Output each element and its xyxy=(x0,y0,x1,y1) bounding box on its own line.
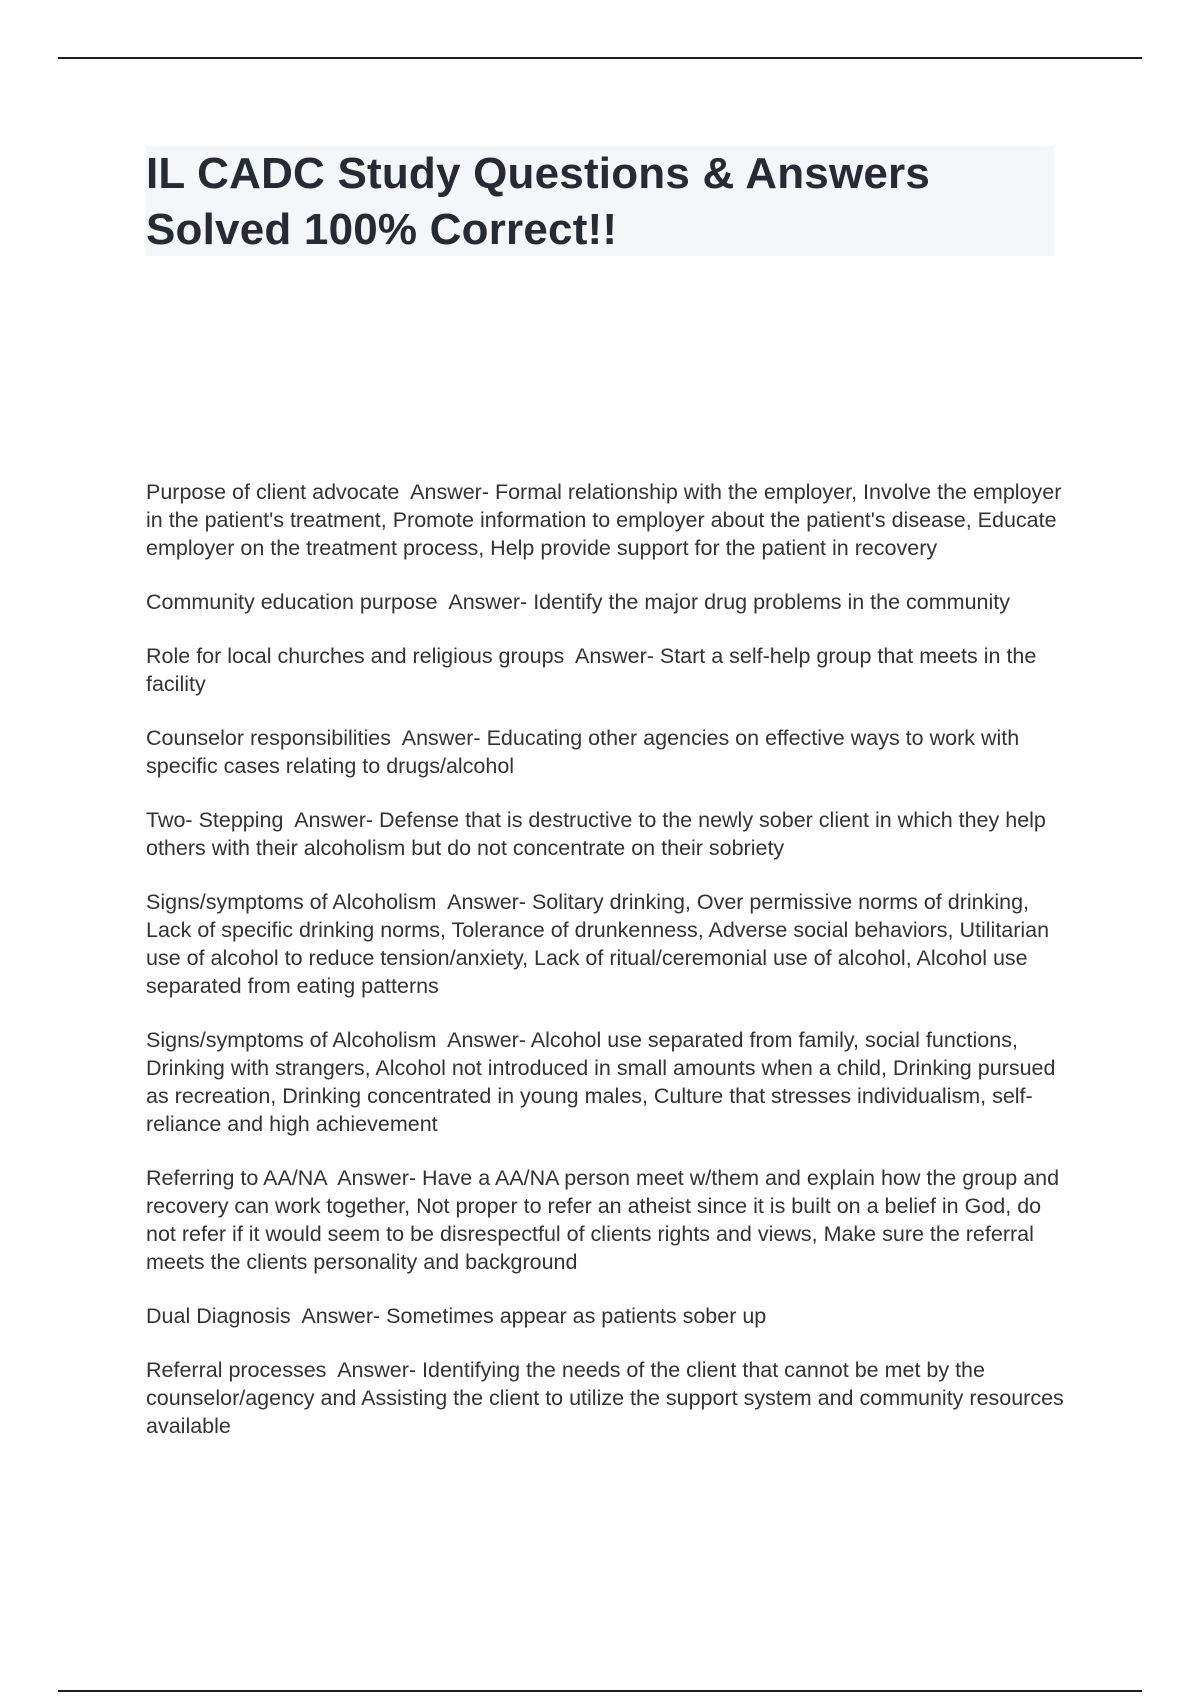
bottom-divider xyxy=(58,1690,1142,1692)
qa-item-client-advocate: Purpose of client advocate Answer- Formal relationship with the employer, Involve the employer in the patient's treatment, Promote information to employer about the patient's disease, Educate employer on the treatment process, Help provide support for the patient in recovery xyxy=(146,480,1068,560)
qa-item-referral-processes: Referral processes Answer- Identifying the needs of the client that cannot be met by the counselor/agency and Assisting the client to utilize the support system and community resources available xyxy=(146,1358,1070,1438)
qa-item-referring-aa-na: Referring to AA/NA Answer- Have a AA/NA person meet w/them and explain how the group and recovery can work together, Not proper to refer an atheist since it is built on a belief in God, do not refer if it would seem to be disrespectful of clients rights and views, Make sure the referral meets the clients personality and background xyxy=(146,1166,1066,1274)
title-block xyxy=(146,146,1054,256)
qa-list xyxy=(146,478,1070,1466)
page-title xyxy=(146,146,1054,258)
title-line-2: Solved 100% Correct!! xyxy=(146,205,618,254)
qa-item-two-stepping: Two- Stepping Answer- Defense that is destructive to the newly sober client in which they help others with their alcoholism but do not concentrate on their sobriety xyxy=(146,808,1052,860)
qa-item-community-education: Community education purpose Answer- Identify the major drug problems in the community xyxy=(146,590,1010,614)
title-line-1: IL CADC Study Questions & Answers xyxy=(146,149,931,198)
qa-item-alcoholism-signs-2: Signs/symptoms of Alcoholism Answer- Alcohol use separated from family, social functions, Drinking with strangers, Alcohol not introduced in small amounts when a child, Drinking pursued as recreation, Drinking concentrated in young males, Culture that stresses individualism, self-reliance and high achievement xyxy=(146,1028,1062,1136)
qa-item-churches-role: Role for local churches and religious groups Answer- Start a self-help group that meets in the facility xyxy=(146,644,1043,696)
qa-item-counselor-responsibilities: Counselor responsibilities Answer- Educating other agencies on effective ways to work with specific cases relating to drugs/alcohol xyxy=(146,726,1026,778)
top-divider xyxy=(58,57,1142,59)
qa-item-alcoholism-signs-1: Signs/symptoms of Alcoholism Answer- Solitary drinking, Over permissive norms of drinking, Lack of specific drinking norms, Tolerance of drunkenness, Adverse social behaviors, Utilitarian use of alcohol to reduce tension/anxiety, Lack of ritual/ceremonial use of alcohol, Alcohol use separated from eating patterns xyxy=(146,890,1056,998)
qa-item-dual-diagnosis: Dual Diagnosis Answer- Sometimes appear as patients sober up xyxy=(146,1304,767,1328)
